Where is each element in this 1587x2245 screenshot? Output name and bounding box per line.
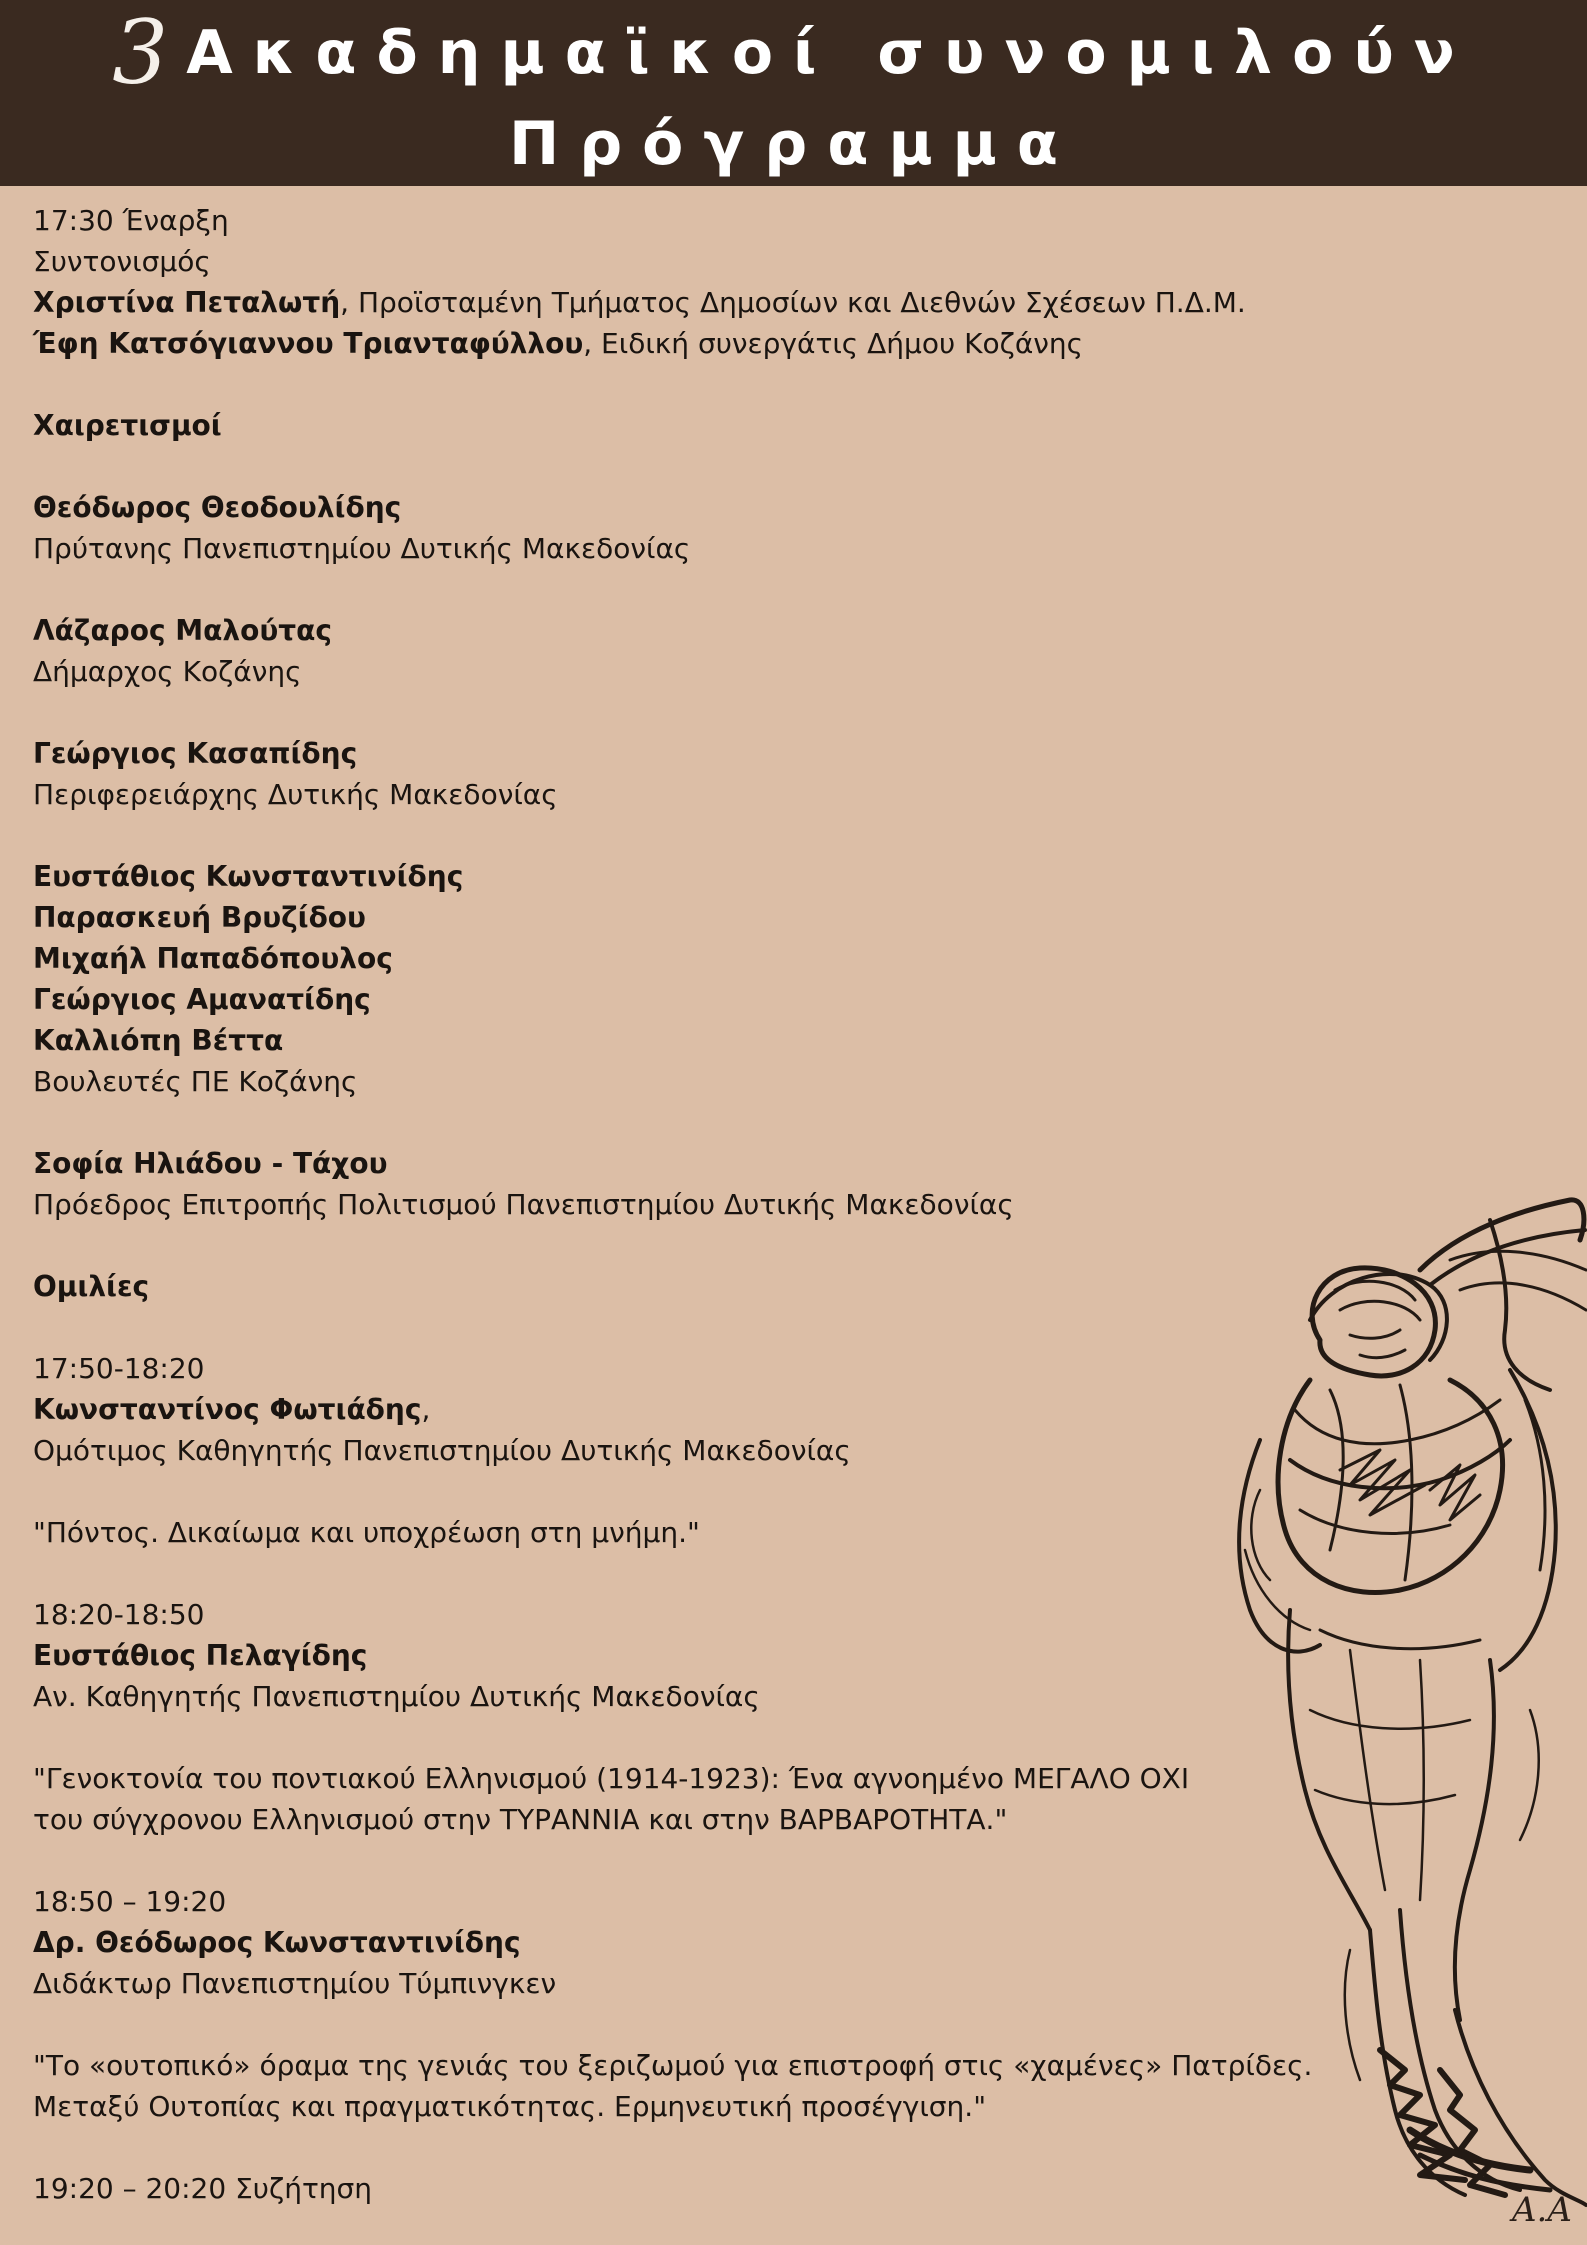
moderator-name: Έφη Κατσόγιαννου Τριανταφύλλου [33, 327, 584, 360]
greeting-name: Σοφία Ηλιάδου - Τάχου [33, 1147, 388, 1180]
talk-role: Ομότιμος Καθηγητής Πανεπιστημίου Δυτικής Μακεδονίας [33, 1434, 851, 1467]
greeting-role: Βουλευτές ΠΕ Κοζάνης [33, 1065, 358, 1098]
talk-speaker-suffix: , [421, 1393, 431, 1426]
artist-signature: A.A [1512, 2190, 1572, 2230]
figure-sketch-illustration [1200, 1190, 1587, 2210]
greeting-role: Δήμαρχος Κοζάνης [33, 655, 302, 688]
greeting-name: Γεώργιος Αμανατίδης [33, 983, 371, 1016]
greeting-name: Μιχαήλ Παπαδόπουλος [33, 942, 393, 975]
talk-speaker: Κωνσταντίνος Φωτιάδης [33, 1393, 422, 1426]
talk-title: του σύγχρονου Ελληνισμού στην ΤΥΡΑΝΝΙΑ και στην ΒΑΡΒΑΡΟΤΗΤΑ." [33, 1803, 1008, 1836]
greetings-heading: Χαιρετισμοί [33, 409, 222, 442]
talk-role: Αν. Καθηγητής Πανεπιστημίου Δυτικής Μακεδονίας [33, 1680, 760, 1713]
moderator-role: , Προϊσταμένη Τμήματος Δημοσίων και Διεθνών Σχέσεων Π.Δ.Μ. [340, 286, 1246, 319]
talk-speaker-line [33, 1389, 1293, 1430]
greeting-role: Πρόεδρος Επιτροπής Πολιτισμού Πανεπιστημίου Δυτικής Μακεδονίας [33, 1188, 1014, 1221]
greeting-role: Περιφερειάρχης Δυτικής Μακεδονίας [33, 778, 558, 811]
moderator-line [33, 323, 1293, 364]
greeting-name: Θεόδωρος Θεοδουλίδης [33, 491, 402, 524]
talk-title: "Το «ουτοπικό» όραμα της γενιάς του ξεριζωμού για επιστροφή στις «χαμένες» Πατρίδες. [33, 2049, 1313, 2082]
greeting-role: Πρύτανης Πανεπιστημίου Δυτικής Μακεδονίας [33, 532, 691, 565]
talks-heading: Ομιλίες [33, 1270, 150, 1303]
talk-role: Διδάκτωρ Πανεπιστημίου Τύμπινγκεν [33, 1967, 557, 2000]
talk-title: Μεταξύ Ουτοπίας και πραγματικότητας. Ερμηνευτική προσέγγιση." [33, 2090, 987, 2123]
talk-speaker: Δρ. Θεόδωρος Κωνσταντινίδης [33, 1926, 521, 1959]
greeting-name: Καλλιόπη Βέττα [33, 1024, 284, 1057]
talk-time: 17:50-18:20 [33, 1352, 205, 1385]
moderator-role: , Ειδική συνεργάτις Δήμου Κοζάνης [583, 327, 1084, 360]
talk-time: 18:20-18:50 [33, 1598, 205, 1631]
moderation-label: Συντονισμός [33, 245, 211, 278]
program-heading: Πρόγραμμα [509, 109, 1078, 179]
title-row [0, 0, 1587, 106]
greeting-name: Παρασκευή Βρυζίδου [33, 901, 366, 934]
moderator-name: Χριστίνα Πεταλωτή [33, 286, 341, 319]
opening-time: 17:30 Έναρξη [33, 204, 229, 237]
program-content [33, 200, 1313, 2209]
talk-title: "Πόντος. Δικαίωμα και υποχρέωση στη μνήμη." [33, 1516, 700, 1549]
talk-title: "Γενοκτονία του ποντιακού Ελληνισμού (1914-1923): Ένα αγνοημένο ΜΕΓΑΛΟ ΟΧΙ [33, 1762, 1190, 1795]
talk-time: 18:50 – 19:20 [33, 1885, 227, 1918]
header-banner [0, 0, 1587, 186]
talk-speaker: Ευστάθιος Πελαγίδης [33, 1639, 368, 1672]
title-number: 3 [112, 1, 169, 104]
moderator-line [33, 282, 1293, 323]
event-title: Ακαδημαϊκοί συνομιλούν [186, 18, 1475, 88]
greeting-name: Γεώργιος Κασαπίδης [33, 737, 358, 770]
greeting-name: Λάζαρος Μαλούτας [33, 614, 332, 647]
greeting-name: Ευστάθιος Κωνσταντινίδης [33, 860, 464, 893]
discussion-time: 19:20 – 20:20 Συζήτηση [33, 2172, 373, 2205]
